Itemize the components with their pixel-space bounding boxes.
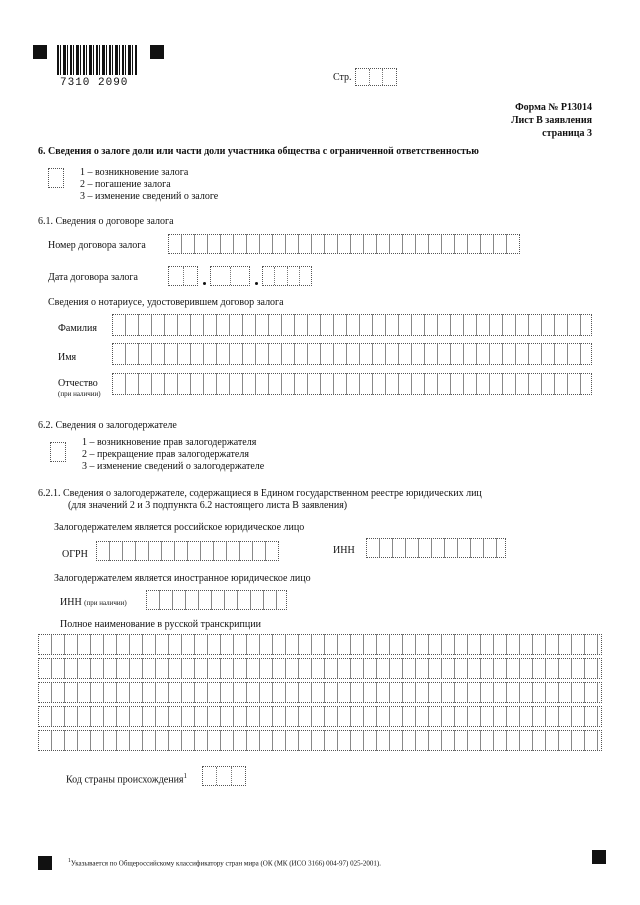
- full-name-label: Полное наименование в русской транскрипции: [60, 619, 261, 630]
- section-6-2-title: 6.2. Сведения о залогодержателе: [38, 420, 177, 431]
- full-name-row-1[interactable]: [38, 634, 602, 655]
- name-label: Имя: [58, 352, 77, 363]
- notary-surname-field[interactable]: [112, 314, 592, 336]
- barcode: [57, 45, 137, 75]
- corner-marker-top-right: [150, 45, 164, 59]
- surname-label: Фамилия: [58, 323, 97, 334]
- inn-foreign-label: [60, 597, 127, 608]
- pledge-option-3: 3 – изменение сведений о залоге: [80, 191, 219, 202]
- pledge-option-1: 1 – возникновение залога: [80, 167, 189, 178]
- ogrn-label: ОГРН: [62, 549, 88, 560]
- foreign-le-label: Залогодержателем является иностранное юридическое лицо: [54, 573, 311, 584]
- notary-title: Сведения о нотариусе, удостоверившем договор залога: [48, 297, 284, 308]
- footnote-sup: 1: [68, 858, 71, 864]
- footnote: [68, 858, 381, 867]
- sheet-title: Лист В заявления: [511, 115, 592, 126]
- pledgee-type-field[interactable]: [50, 442, 66, 462]
- date-separator: [203, 282, 206, 285]
- section-6-2-1-title: 6.2.1. Сведения о залогодержателе, содержащиеся в Едином государственном реестре юридических лиц: [38, 488, 482, 499]
- inn-label: ИНН: [333, 545, 355, 556]
- inn-foreign-note: (при наличии): [84, 599, 127, 607]
- notary-name-field[interactable]: [112, 343, 592, 365]
- pledge-type-field[interactable]: [48, 168, 64, 188]
- inn-field[interactable]: [366, 538, 506, 558]
- inn-foreign-field[interactable]: [146, 590, 287, 610]
- form-number: Форма № Р13014: [515, 102, 592, 113]
- pledgee-option-2: 2 – прекращение прав залогодержателя: [82, 449, 249, 460]
- corner-marker-top-left: [33, 45, 47, 59]
- corner-marker-bottom-left: [38, 856, 52, 870]
- full-name-row-3[interactable]: [38, 682, 602, 703]
- footnote-text: Указывается по Общероссийскому классификатору стран мира (ОК (МК (ИСО 3166) 004-97) 025-2001).: [70, 859, 381, 868]
- notary-patronymic-field[interactable]: [112, 373, 592, 395]
- full-name-row-5[interactable]: [38, 730, 602, 751]
- pledgee-option-3: 3 – изменение сведений о залогодержателе: [82, 461, 265, 472]
- contract-date-day[interactable]: [168, 266, 198, 286]
- country-code-text: Код страны происхождения: [66, 774, 184, 786]
- contract-date-month[interactable]: [210, 266, 250, 286]
- date-separator: [255, 282, 258, 285]
- full-name-row-4[interactable]: [38, 706, 602, 727]
- contract-date-label: Дата договора залога: [48, 272, 138, 283]
- section-6-1-title: 6.1. Сведения о договоре залога: [38, 216, 174, 227]
- country-code-sup: 1: [183, 772, 188, 780]
- barcode-number: 7310 2090: [60, 77, 129, 89]
- pledge-option-2: 2 – погашение залога: [80, 179, 171, 190]
- page-number-field[interactable]: [355, 68, 397, 86]
- country-code-field[interactable]: [202, 766, 246, 786]
- patronymic-note: (при наличии): [58, 390, 101, 398]
- corner-marker-bottom-right: [592, 850, 606, 864]
- contract-number-field[interactable]: [168, 234, 520, 254]
- patronymic-label: Отчество: [58, 378, 98, 389]
- inn-foreign-text: ИНН: [60, 597, 82, 608]
- pledgee-option-1: 1 – возникновение прав залогодержателя: [82, 437, 257, 448]
- contract-date-year[interactable]: [262, 266, 312, 286]
- sheet-page: страница 3: [542, 128, 592, 139]
- contract-number-label: Номер договора залога: [48, 240, 146, 251]
- full-name-row-2[interactable]: [38, 658, 602, 679]
- section-6-title: 6. Сведения о залоге доли или части доли участника общества с ограниченной ответственностью: [38, 146, 479, 157]
- russian-le-label: Залогодержателем является российское юридическое лицо: [54, 522, 305, 533]
- section-6-2-1-subtitle: (для значений 2 и 3 подпункта 6.2 настоящего листа В заявления): [68, 500, 348, 511]
- country-code-label: [66, 772, 187, 785]
- ogrn-field[interactable]: [96, 541, 279, 561]
- page-label: Стр.: [333, 72, 352, 83]
